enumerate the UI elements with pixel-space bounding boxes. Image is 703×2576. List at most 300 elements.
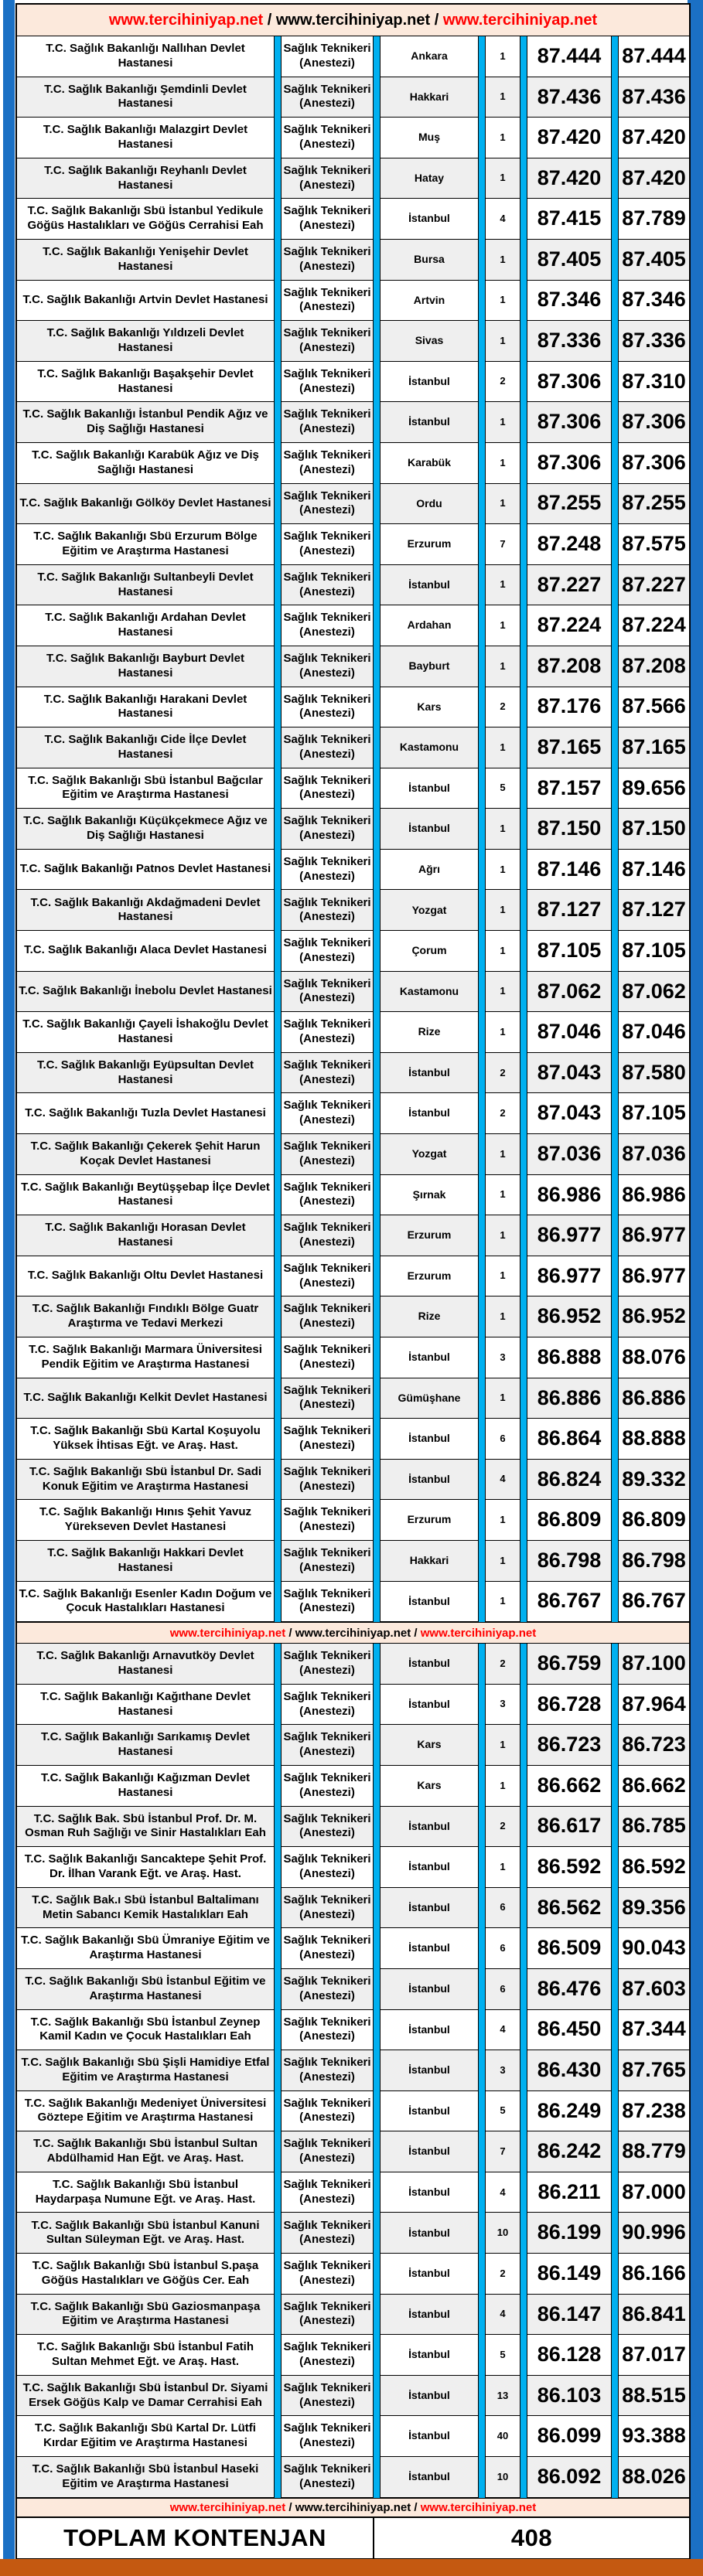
quota-cell: 1 — [485, 1256, 520, 1297]
column-separator — [612, 402, 618, 443]
column-separator — [479, 809, 485, 850]
column-separator — [479, 2295, 485, 2336]
column-separator — [520, 321, 527, 362]
column-separator — [612, 1012, 618, 1053]
position-cell: Sağlık Teknikeri (Anestezi) — [281, 1175, 374, 1216]
column-separator — [520, 2376, 527, 2417]
city-cell: İstanbul — [380, 2213, 479, 2254]
table-row — [17, 77, 689, 118]
max-score-cell: 87.150 — [618, 809, 689, 850]
column-separator — [520, 240, 527, 281]
hospital-cell: T.C. Sağlık Bakanlığı Sbü Kartal Dr. Lütfi Kırdar Eğitim ve Araştırma Hastanesi — [17, 2416, 275, 2457]
quota-cell: 1 — [485, 118, 520, 158]
column-separator — [612, 1888, 618, 1929]
column-separator — [612, 362, 618, 403]
table-row — [17, 1725, 689, 1766]
column-separator — [374, 240, 380, 281]
min-score-cell: 87.146 — [527, 850, 612, 891]
min-score-cell: 87.255 — [527, 484, 612, 525]
position-cell: Sağlık Teknikeri (Anestezi) — [281, 2457, 374, 2498]
table-row — [17, 1256, 689, 1297]
column-separator — [479, 1685, 485, 1726]
city-cell: İstanbul — [380, 2254, 479, 2295]
city-cell: İstanbul — [380, 2172, 479, 2213]
column-separator — [612, 1541, 618, 1582]
column-separator — [520, 850, 527, 891]
column-separator — [275, 768, 281, 809]
min-score-cell: 86.977 — [527, 1256, 612, 1297]
city-cell: Bayburt — [380, 646, 479, 687]
max-score-cell: 87.964 — [618, 1685, 689, 1726]
table-row — [17, 2457, 689, 2498]
city-cell: İstanbul — [380, 768, 479, 809]
table-row — [17, 1093, 689, 1134]
column-separator — [479, 1012, 485, 1053]
quota-cell: 1 — [485, 565, 520, 606]
min-score-cell: 86.662 — [527, 1766, 612, 1807]
quota-cell: 40 — [485, 2416, 520, 2457]
column-separator — [479, 240, 485, 281]
column-separator — [612, 1807, 618, 1848]
max-score-cell: 87.603 — [618, 1969, 689, 2010]
quota-cell: 1 — [485, 1012, 520, 1053]
max-score-cell: 87.765 — [618, 2050, 689, 2091]
column-separator — [479, 1337, 485, 1378]
column-separator — [612, 931, 618, 972]
hospital-cell: T.C. Sağlık Bakanlığı Sbü İstanbul Haseki Eğitim ve Araştırma Hastanesi — [17, 2457, 275, 2498]
hospital-cell: T.C. Sağlık Bakanlığı Şemdinli Devlet Hastanesi — [17, 77, 275, 118]
city-cell: Erzurum — [380, 1215, 479, 1256]
column-separator — [520, 1928, 527, 1969]
city-cell: İstanbul — [380, 2010, 479, 2051]
max-score-cell: 87.336 — [618, 321, 689, 362]
city-cell: İstanbul — [380, 1644, 479, 1685]
column-separator — [374, 1175, 380, 1216]
column-separator — [275, 1541, 281, 1582]
min-score-cell: 86.617 — [527, 1807, 612, 1848]
table-rows-section-2 — [17, 1644, 689, 2497]
column-separator — [520, 402, 527, 443]
table-row — [17, 199, 689, 240]
table-row — [17, 1378, 689, 1419]
column-separator — [520, 2010, 527, 2051]
quota-cell: 1 — [485, 1500, 520, 1541]
column-separator — [520, 1337, 527, 1378]
position-cell: Sağlık Teknikeri (Anestezi) — [281, 1500, 374, 1541]
column-separator — [479, 605, 485, 646]
table-row — [17, 36, 689, 77]
max-score-cell: 87.224 — [618, 605, 689, 646]
column-separator — [520, 809, 527, 850]
column-separator — [275, 2010, 281, 2051]
max-score-cell: 87.420 — [618, 158, 689, 199]
hospital-cell: T.C. Sağlık Bakanlığı Sbü İstanbul Haydarpaşa Numune Eğt. ve Araş. Hast. — [17, 2172, 275, 2213]
column-separator — [612, 809, 618, 850]
table-row — [17, 1012, 689, 1053]
max-score-cell: 87.405 — [618, 240, 689, 281]
position-cell: Sağlık Teknikeri (Anestezi) — [281, 443, 374, 484]
column-separator — [479, 1847, 485, 1888]
table-row — [17, 687, 689, 728]
column-separator — [479, 443, 485, 484]
position-cell: Sağlık Teknikeri (Anestezi) — [281, 2172, 374, 2213]
column-separator — [520, 1419, 527, 1460]
column-separator — [612, 1215, 618, 1256]
table-row — [17, 768, 689, 809]
column-separator — [275, 524, 281, 565]
min-score-cell: 86.430 — [527, 2050, 612, 2091]
column-separator — [479, 1888, 485, 1929]
column-separator — [275, 1888, 281, 1929]
hospital-cell: T.C. Sağlık Bak.ı Sbü İstanbul Baltalimanı Metin Sabancı Kemik Hastalıkları Eah — [17, 1888, 275, 1929]
city-cell: İstanbul — [380, 1460, 479, 1501]
hospital-cell: T.C. Sağlık Bakanlığı Sbü Şişli Hamidiye Etfal Eğitim ve Araştırma Hastanesi — [17, 2050, 275, 2091]
column-separator — [374, 931, 380, 972]
position-cell: Sağlık Teknikeri (Anestezi) — [281, 890, 374, 931]
min-score-cell: 86.476 — [527, 1969, 612, 2010]
column-separator — [479, 1644, 485, 1685]
column-separator — [374, 1297, 380, 1337]
column-separator — [275, 1766, 281, 1807]
column-separator — [612, 768, 618, 809]
column-separator — [275, 2376, 281, 2417]
column-separator — [520, 281, 527, 322]
city-cell: Ankara — [380, 36, 479, 77]
position-cell: Sağlık Teknikeri (Anestezi) — [281, 2050, 374, 2091]
column-separator — [374, 77, 380, 118]
max-score-cell: 87.100 — [618, 1644, 689, 1685]
table-row — [17, 321, 689, 362]
column-separator — [520, 524, 527, 565]
hospital-cell: T.C. Sağlık Bakanlığı Malazgirt Devlet Hastanesi — [17, 118, 275, 158]
column-separator — [612, 2376, 618, 2417]
city-cell: İstanbul — [380, 1419, 479, 1460]
column-separator — [520, 1378, 527, 1419]
city-cell: Kars — [380, 687, 479, 728]
table-row — [17, 2254, 689, 2295]
hospital-cell: T.C. Sağlık Bakanlığı Sancaktepe Şehit Prof. Dr. İlhan Varank Eğt. ve Araş. Hast. — [17, 1847, 275, 1888]
min-score-cell: 87.306 — [527, 443, 612, 484]
max-score-cell: 86.662 — [618, 1766, 689, 1807]
column-separator — [275, 646, 281, 687]
column-separator — [520, 2457, 527, 2498]
min-score-cell: 86.798 — [527, 1541, 612, 1582]
column-separator — [520, 1969, 527, 2010]
column-separator — [374, 2416, 380, 2457]
column-separator — [479, 2213, 485, 2254]
table-row — [17, 646, 689, 687]
table-row — [17, 1053, 689, 1094]
column-separator — [275, 1134, 281, 1175]
column-separator — [374, 1582, 380, 1623]
column-separator — [520, 1297, 527, 1337]
max-score-cell: 90.996 — [618, 2213, 689, 2254]
table-row — [17, 1337, 689, 1378]
quota-cell: 1 — [485, 1725, 520, 1766]
column-separator — [612, 972, 618, 1013]
column-separator — [374, 687, 380, 728]
min-score-cell: 87.036 — [527, 1134, 612, 1175]
column-separator — [479, 890, 485, 931]
column-separator — [374, 1888, 380, 1929]
column-separator — [479, 646, 485, 687]
position-cell: Sağlık Teknikeri (Anestezi) — [281, 687, 374, 728]
column-separator — [612, 158, 618, 199]
banner-url-red: www.tercihiniyap.net — [420, 1626, 537, 1640]
column-separator — [520, 2254, 527, 2295]
min-score-cell: 87.127 — [527, 890, 612, 931]
position-cell: Sağlık Teknikeri (Anestezi) — [281, 1093, 374, 1134]
position-cell: Sağlık Teknikeri (Anestezi) — [281, 1766, 374, 1807]
city-cell: İstanbul — [380, 2050, 479, 2091]
column-separator — [275, 240, 281, 281]
results-table — [15, 3, 691, 2560]
quota-cell: 1 — [485, 443, 520, 484]
position-cell: Sağlık Teknikeri (Anestezi) — [281, 240, 374, 281]
hospital-cell: T.C. Sağlık Bakanlığı Esenler Kadın Doğum ve Çocuk Hastalıkları Hastanesi — [17, 1582, 275, 1623]
column-separator — [275, 1807, 281, 1848]
position-cell: Sağlık Teknikeri (Anestezi) — [281, 2295, 374, 2336]
column-separator — [275, 1419, 281, 1460]
city-cell: Hakkari — [380, 77, 479, 118]
column-separator — [275, 1500, 281, 1541]
max-score-cell: 87.255 — [618, 484, 689, 525]
position-cell: Sağlık Teknikeri (Anestezi) — [281, 2376, 374, 2417]
min-score-cell: 87.046 — [527, 1012, 612, 1053]
column-separator — [520, 2213, 527, 2254]
hospital-cell: T.C. Sağlık Bakanlığı Sbü İstanbul Dr. Sadi Konuk Eğitim ve Araştırma Hastanesi — [17, 1460, 275, 1501]
table-row — [17, 1175, 689, 1216]
city-cell: Ordu — [380, 484, 479, 525]
min-score-cell: 86.147 — [527, 2295, 612, 2336]
table-row — [17, 1582, 689, 1623]
max-score-cell: 87.238 — [618, 2091, 689, 2132]
max-score-cell: 88.515 — [618, 2376, 689, 2417]
table-row — [17, 1419, 689, 1460]
quota-cell: 1 — [485, 1378, 520, 1419]
column-separator — [520, 484, 527, 525]
column-separator — [479, 1175, 485, 1216]
max-score-cell: 87.127 — [618, 890, 689, 931]
quota-cell: 1 — [485, 321, 520, 362]
column-separator — [520, 605, 527, 646]
column-separator — [520, 1093, 527, 1134]
column-separator — [612, 1419, 618, 1460]
quota-cell: 2 — [485, 687, 520, 728]
max-score-cell: 86.952 — [618, 1297, 689, 1337]
quota-cell: 1 — [485, 1847, 520, 1888]
column-separator — [520, 1582, 527, 1623]
column-separator — [612, 118, 618, 158]
position-cell: Sağlık Teknikeri (Anestezi) — [281, 2091, 374, 2132]
hospital-cell: T.C. Sağlık Bakanlığı Eyüpsultan Devlet Hastanesi — [17, 1053, 275, 1094]
min-score-cell: 86.199 — [527, 2213, 612, 2254]
column-separator — [479, 565, 485, 606]
quota-cell: 6 — [485, 1969, 520, 2010]
max-score-cell: 87.105 — [618, 1093, 689, 1134]
position-cell: Sağlık Teknikeri (Anestezi) — [281, 2254, 374, 2295]
max-score-cell: 89.356 — [618, 1888, 689, 1929]
column-separator — [612, 1256, 618, 1297]
column-separator — [374, 850, 380, 891]
column-separator — [612, 1766, 618, 1807]
table-row — [17, 362, 689, 403]
position-cell: Sağlık Teknikeri (Anestezi) — [281, 77, 374, 118]
city-cell: İstanbul — [380, 1582, 479, 1623]
max-score-cell: 87.566 — [618, 687, 689, 728]
column-separator — [275, 2091, 281, 2132]
quota-cell: 1 — [485, 240, 520, 281]
city-cell: İstanbul — [380, 362, 479, 403]
max-score-cell: 86.809 — [618, 1500, 689, 1541]
column-separator — [374, 362, 380, 403]
position-cell: Sağlık Teknikeri (Anestezi) — [281, 199, 374, 240]
city-cell: Erzurum — [380, 524, 479, 565]
column-separator — [374, 484, 380, 525]
hospital-cell: T.C. Sağlık Bakanlığı Sbü Gaziosmanpaşa Eğitim ve Araştırma Hastanesi — [17, 2295, 275, 2336]
column-separator — [374, 1378, 380, 1419]
column-separator — [374, 646, 380, 687]
hospital-cell: T.C. Sağlık Bakanlığı Sbü İstanbul Bağcılar Eğitim ve Araştırma Hastanesi — [17, 768, 275, 809]
column-separator — [374, 1969, 380, 2010]
column-separator — [612, 2010, 618, 2051]
max-score-cell: 86.841 — [618, 2295, 689, 2336]
column-separator — [374, 2010, 380, 2051]
column-separator — [275, 1297, 281, 1337]
max-score-cell: 87.444 — [618, 36, 689, 77]
max-score-cell: 87.575 — [618, 524, 689, 565]
column-separator — [374, 565, 380, 606]
hospital-cell: T.C. Sağlık Bakanlığı Arnavutköy Devlet Hastanesi — [17, 1644, 275, 1685]
column-separator — [275, 1215, 281, 1256]
column-separator — [479, 1053, 485, 1094]
position-cell: Sağlık Teknikeri (Anestezi) — [281, 646, 374, 687]
table-row — [17, 524, 689, 565]
left-blue-margin — [3, 0, 15, 2559]
table-row — [17, 158, 689, 199]
max-score-cell: 86.798 — [618, 1541, 689, 1582]
hospital-cell: T.C. Sağlık Bakanlığı Oltu Devlet Hastanesi — [17, 1256, 275, 1297]
table-row — [17, 2091, 689, 2132]
position-cell: Sağlık Teknikeri (Anestezi) — [281, 118, 374, 158]
column-separator — [612, 2213, 618, 2254]
column-separator — [374, 1500, 380, 1541]
hospital-cell: T.C. Sağlık Bakanlığı Yenişehir Devlet Hastanesi — [17, 240, 275, 281]
column-separator — [612, 1053, 618, 1094]
column-separator — [275, 1685, 281, 1726]
min-score-cell: 86.723 — [527, 1725, 612, 1766]
min-score-cell: 86.128 — [527, 2335, 612, 2376]
column-separator — [275, 1460, 281, 1501]
position-cell: Sağlık Teknikeri (Anestezi) — [281, 972, 374, 1013]
city-cell: Erzurum — [380, 1500, 479, 1541]
column-separator — [374, 972, 380, 1013]
column-separator — [479, 2131, 485, 2172]
position-cell: Sağlık Teknikeri (Anestezi) — [281, 1256, 374, 1297]
column-separator — [275, 565, 281, 606]
city-cell: İstanbul — [380, 1807, 479, 1848]
column-separator — [374, 605, 380, 646]
column-separator — [275, 1969, 281, 2010]
hospital-cell: T.C. Sağlık Bakanlığı Küçükçekmece Ağız ve Diş Sağlığı Hastanesi — [17, 809, 275, 850]
column-separator — [520, 2091, 527, 2132]
column-separator — [275, 2254, 281, 2295]
position-cell: Sağlık Teknikeri (Anestezi) — [281, 362, 374, 403]
column-separator — [275, 2050, 281, 2091]
min-score-cell: 86.886 — [527, 1378, 612, 1419]
column-separator — [374, 768, 380, 809]
column-separator — [275, 402, 281, 443]
hospital-cell: T.C. Sağlık Bakanlığı Yıldızeli Devlet Hastanesi — [17, 321, 275, 362]
quota-cell: 1 — [485, 402, 520, 443]
column-separator — [479, 2416, 485, 2457]
column-separator — [612, 2131, 618, 2172]
column-separator — [520, 1256, 527, 1297]
column-separator — [520, 890, 527, 931]
column-separator — [275, 605, 281, 646]
column-separator — [612, 2457, 618, 2498]
hospital-cell: T.C. Sağlık Bakanlığı Çekerek Şehit Harun Koçak Devlet Hastanesi — [17, 1134, 275, 1175]
table-row — [17, 1541, 689, 1582]
city-cell: Artvin — [380, 281, 479, 322]
hospital-cell: T.C. Sağlık Bakanlığı Başakşehir Devlet Hastanesi — [17, 362, 275, 403]
column-separator — [612, 240, 618, 281]
table-row — [17, 1460, 689, 1501]
city-cell: Şırnak — [380, 1175, 479, 1216]
table-row — [17, 2335, 689, 2376]
quota-cell: 4 — [485, 1460, 520, 1501]
column-separator — [612, 890, 618, 931]
column-separator — [479, 158, 485, 199]
city-cell: İstanbul — [380, 1053, 479, 1094]
hospital-cell: T.C. Sağlık Bakanlığı Sbü İstanbul Yedikule Göğüs Hastalıkları ve Göğüs Cerrahisi Eah — [17, 199, 275, 240]
max-score-cell: 86.723 — [618, 1725, 689, 1766]
column-separator — [520, 1847, 527, 1888]
column-separator — [479, 1541, 485, 1582]
column-separator — [374, 2335, 380, 2376]
column-separator — [479, 2254, 485, 2295]
column-separator — [520, 362, 527, 403]
position-cell: Sağlık Teknikeri (Anestezi) — [281, 2131, 374, 2172]
column-separator — [479, 2091, 485, 2132]
position-cell: Sağlık Teknikeri (Anestezi) — [281, 1888, 374, 1929]
max-score-cell: 88.888 — [618, 1419, 689, 1460]
column-separator — [374, 1256, 380, 1297]
column-separator — [374, 2457, 380, 2498]
column-separator — [275, 1012, 281, 1053]
column-separator — [520, 1541, 527, 1582]
table-rows-section-1 — [17, 36, 689, 1622]
city-cell: Yozgat — [380, 890, 479, 931]
hospital-cell: T.C. Sağlık Bakanlığı Artvin Devlet Hastanesi — [17, 281, 275, 322]
column-separator — [612, 524, 618, 565]
position-cell: Sağlık Teknikeri (Anestezi) — [281, 1541, 374, 1582]
city-cell: İstanbul — [380, 2131, 479, 2172]
column-separator — [612, 727, 618, 768]
city-cell: İstanbul — [380, 199, 479, 240]
column-separator — [374, 2131, 380, 2172]
max-score-cell: 87.105 — [618, 931, 689, 972]
position-cell: Sağlık Teknikeri (Anestezi) — [281, 1969, 374, 2010]
quota-cell: 5 — [485, 2335, 520, 2376]
quota-cell: 4 — [485, 2295, 520, 2336]
min-score-cell: 86.242 — [527, 2131, 612, 2172]
hospital-cell: T.C. Sağlık Bakanlığı Fındıklı Bölge Guatr Araştırma ve Tedavi Merkezi — [17, 1297, 275, 1337]
max-score-cell: 88.076 — [618, 1337, 689, 1378]
max-score-cell: 87.306 — [618, 402, 689, 443]
hospital-cell: T.C. Sağlık Bakanlığı Kağıthane Devlet Hastanesi — [17, 1685, 275, 1726]
column-separator — [479, 1766, 485, 1807]
